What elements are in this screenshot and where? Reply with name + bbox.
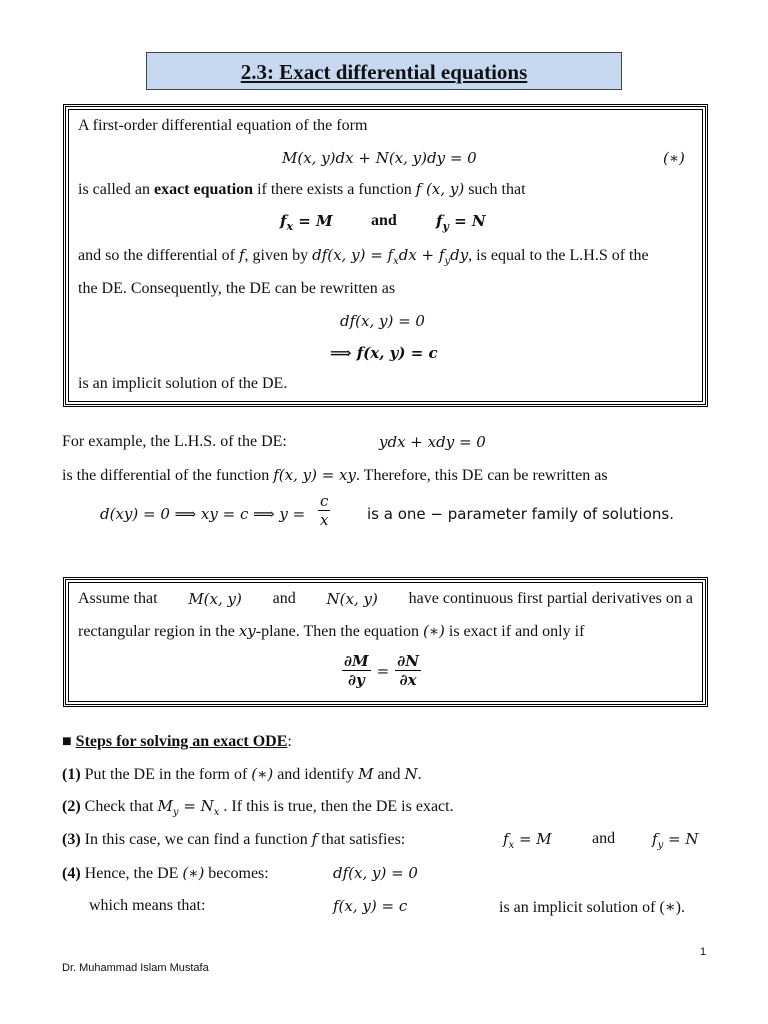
condition-fy: $f_y = N$ xyxy=(436,212,486,233)
theorem-continuous: have continuous first partial derivatives on a xyxy=(408,590,693,607)
frac-denominator: x xyxy=(319,511,329,529)
step-1-M: M xyxy=(358,765,374,783)
total-differential-zero: df(x, y) = 0 xyxy=(340,312,425,330)
differential-line xyxy=(78,246,649,267)
theorem-M: M(x, y) xyxy=(188,590,242,608)
dx-den: ∂x xyxy=(399,671,417,689)
step-3-fy: $f_y = N$ xyxy=(652,830,699,851)
step-1-end: . xyxy=(417,766,422,783)
step-2-equation: $M_y = N_x$ xyxy=(157,797,220,818)
theorem-rect: rectangular region in the xyxy=(78,623,239,640)
example-de: ydx + xdy = 0 xyxy=(379,433,486,451)
differential-expression: df(x, $y) = f_xdx + f_ydy$ xyxy=(312,246,469,267)
step-1-number: (1) xyxy=(62,766,81,783)
dN-num: ∂N xyxy=(397,652,419,670)
diff-pre: and so the differential of xyxy=(78,247,239,264)
definition-intro: A first-order differential equation of the form xyxy=(78,117,368,134)
step-1-mid: and identify xyxy=(273,766,359,783)
theorem-iff: is exact if and only if xyxy=(444,623,585,640)
steps-heading xyxy=(62,733,292,751)
author-footer: Dr. Muhammad Islam Mustafa xyxy=(62,962,209,974)
step-5-post: is an implicit solution of (∗). xyxy=(499,899,685,916)
step-1-and: and xyxy=(373,766,405,783)
exactness-condition xyxy=(342,652,421,689)
step-2-pre: Check that xyxy=(80,798,158,815)
step-3-fx: $f_x = M$ xyxy=(503,830,552,851)
exact-form-equation: M(x, y)dx + N(x, y)dy = 0 xyxy=(282,149,477,167)
theorem-and: and xyxy=(272,590,296,607)
page-number: 1 xyxy=(700,946,707,958)
step-3-post: that satisfies: xyxy=(317,831,406,848)
step-4-equation: df(x, y) = 0 xyxy=(333,864,418,882)
exact-equation-term: exact equation xyxy=(153,181,254,198)
example-fn-eq: f(x, y) = xy xyxy=(273,466,356,484)
step-1-N: N xyxy=(404,765,418,783)
condition-fx: $f_x = M$ xyxy=(280,212,333,233)
step-1 xyxy=(62,765,422,784)
example-solution-chain: d(xy) = 0 ⟹ xy = c ⟹ y = xyxy=(100,505,306,523)
square-bullet-icon: ■ xyxy=(62,733,72,750)
equation-star-label: (∗) xyxy=(663,149,685,167)
step-2-number: (2) xyxy=(62,798,81,815)
step-4-number: (4) xyxy=(62,865,81,882)
implicit-solution-equation: ⟹ f(x, y) = c xyxy=(330,344,438,362)
step-3-and: and xyxy=(592,830,616,847)
theorem-line2 xyxy=(78,622,584,641)
example-intro: For example, the L.H.S. of the DE: xyxy=(62,433,287,450)
consequently-line: the DE. Consequently, the DE can be rewritten as xyxy=(78,280,396,297)
example-family-text: is a one − parameter family of solutions. xyxy=(367,505,674,523)
theorem-line1 xyxy=(78,590,693,608)
step-3-f: f xyxy=(311,830,318,848)
step-1-star: (∗) xyxy=(251,765,274,783)
page-title: 2.3: Exact differential equations xyxy=(240,60,528,84)
step-3 xyxy=(62,830,405,849)
example-fn-post: . Therefore, this DE can be rewritten as xyxy=(355,467,608,484)
implicit-solution-text: is an implicit solution of the DE. xyxy=(78,375,288,392)
step-5-equation: f(x, y) = c xyxy=(333,897,408,915)
example-fraction xyxy=(318,492,334,529)
diff-f: f xyxy=(238,246,245,264)
steps-heading-text: Steps for solving an exact ODE xyxy=(75,733,288,750)
theorem-assume: Assume that xyxy=(78,590,158,607)
theorem-N: N(x, y) xyxy=(326,590,378,608)
step-3-pre: In this case, we can find a function xyxy=(80,831,312,848)
condition-and: and xyxy=(371,212,397,229)
steps-colon: : xyxy=(287,733,292,750)
definition-called-line xyxy=(78,180,526,199)
step-4-pre: Hence, the DE xyxy=(80,865,183,882)
condition-equals: = xyxy=(376,661,390,680)
dy-den: ∂y xyxy=(347,671,365,689)
dM-num: ∂M xyxy=(344,652,369,670)
title-box xyxy=(146,52,622,90)
function-f: f (x, y) xyxy=(415,180,465,198)
diff-mid: , given by xyxy=(244,247,313,264)
step-4-post: becomes: xyxy=(204,865,269,882)
called-mid: if there exists a function xyxy=(253,181,416,198)
example-fn-pre: is the differential of the function xyxy=(62,467,274,484)
called-post: such that xyxy=(464,181,526,198)
step-1-pre: Put the DE in the form of xyxy=(80,766,252,783)
example-function-line xyxy=(62,466,608,485)
theorem-star: (∗) xyxy=(422,622,445,640)
step-2-post: . If this is true, then the DE is exact. xyxy=(219,798,454,815)
theorem-then: -plane. Then the equation xyxy=(255,623,423,640)
step-3-number: (3) xyxy=(62,831,81,848)
step-2 xyxy=(62,797,454,818)
step-4-star: (∗) xyxy=(182,864,205,882)
frac-numerator: c xyxy=(320,492,329,510)
theorem-xy: xy xyxy=(238,622,256,640)
step-5-pre: which means that: xyxy=(89,897,206,914)
step-4 xyxy=(62,864,269,883)
diff-post: , is equal to the L.H.S of the xyxy=(468,247,649,264)
called-pre: is called an xyxy=(78,181,154,198)
